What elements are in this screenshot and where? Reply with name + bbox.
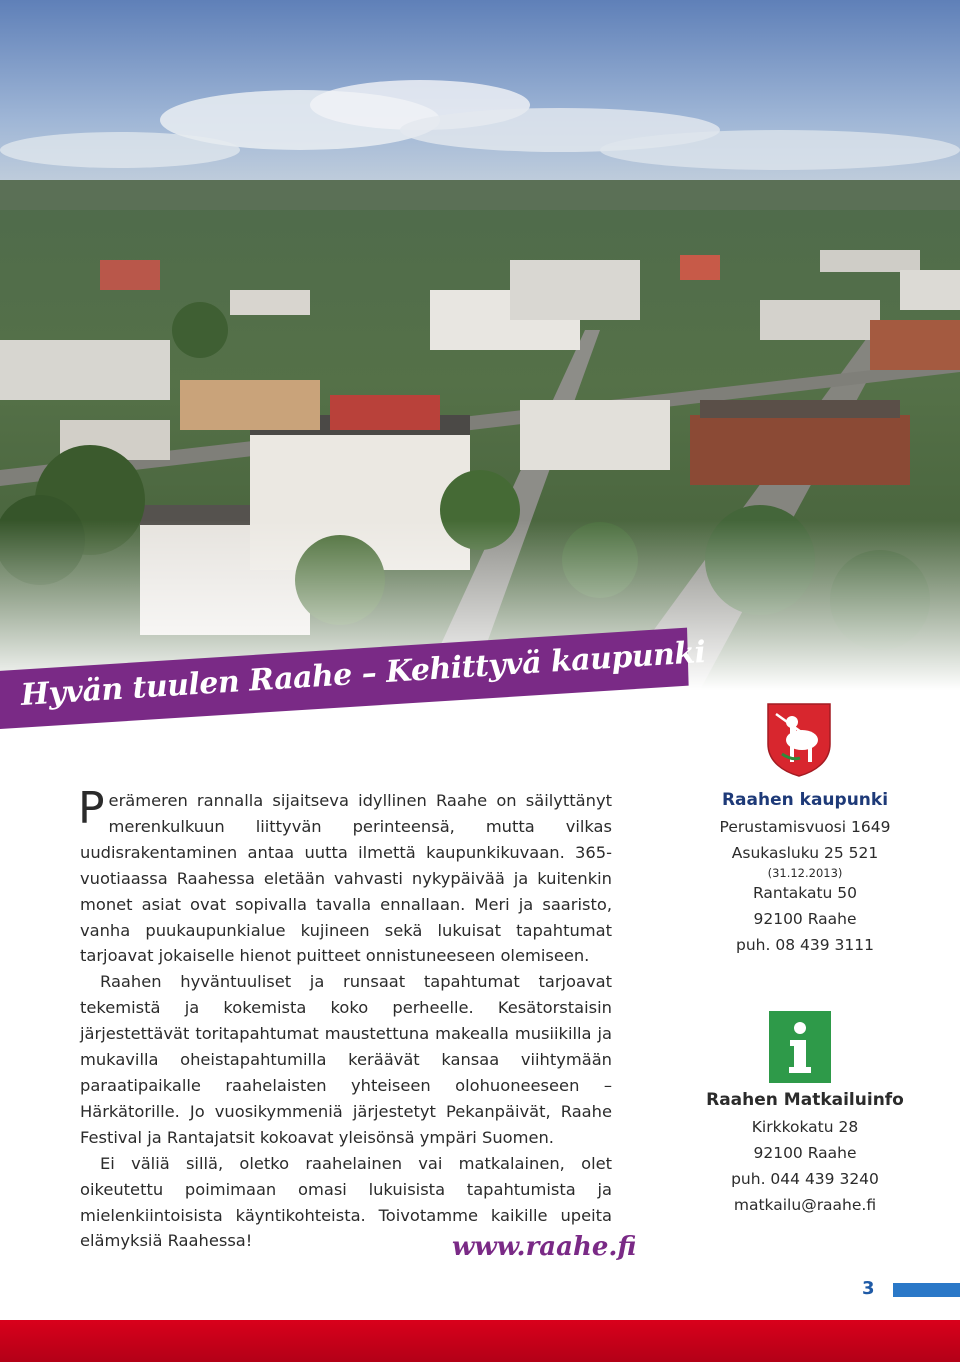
banner-title: Hyvän tuulen Raahe – Kehittyvä kaupunki [19, 635, 707, 713]
article-paragraph-3: Ei väliä sillä, oletko raahelainen vai matkalainen, olet oikeutettu poimimaan omasi lukuisista tapahtumista ja mielenkiintoisista käyntikohteista. Toivotamme kaikille upeita elämyksiä Raahessa! [80, 1153, 612, 1251]
city-contact-block [690, 790, 920, 958]
info-icon [769, 1011, 831, 1083]
city-title: Raahen kaupunki [721, 790, 889, 810]
city-phone: puh. 08 439 3111 [736, 936, 874, 954]
tourist-info-title: Raahen Matkailuinfo [706, 1090, 904, 1110]
website-link[interactable]: www.raahe.fi [452, 1232, 637, 1262]
page-number: 3 [862, 1278, 875, 1299]
dropcap: P [78, 783, 105, 834]
city-population: Asukasluku 25 521 [731, 844, 879, 862]
city-postal: 92100 Raahe [753, 910, 857, 928]
article-paragraph-2: Raahen hyväntuuliset ja runsaat tapahtumat tarjoavat tekemistä ja kokemista koko perheelle. Kesätorstaisin järjestettävät toritapahtumat maustettuna makealla musiikilla ja mukavilla oheistapahtumilla keräävät kansaa viihtymään paraatipaikalle raahelaisten yhteiseen olohuoneeseen – Härkätorille. Jo vuosikymmeniä järjestetyt Pekanpäivät, Raahe Festival ja Rantajatsit kokoavat yleisönsä ympäri Suomen. [80, 972, 612, 1147]
article-body [78, 783, 612, 1254]
footer-strip [0, 1320, 960, 1362]
page-number-tab [893, 1283, 960, 1297]
city-street: Rantakatu 50 [752, 884, 858, 902]
tourist-info-email[interactable]: matkailu@raahe.fi [733, 1196, 877, 1214]
tourist-info-postal: 92100 Raahe [753, 1144, 857, 1162]
tourist-info-block [690, 1090, 920, 1218]
city-population-date: (31.12.2013) [767, 866, 843, 880]
article-paragraph-1: Perämeren rannalla sijaitseva idyllinen Raahe on säilyttänyt merenkulkuun liittyvän perinteensä, mutta vilkas uudisrakentaminen antaa uutta ilmettä kaupunkikuvaan. 365-vuotiaassa Raahessa eletään vahvasti nykypäivää ja kuitenkin monet asiat ovat sopivalla tavalla ennallaan. Meri ja saaristo, vanha puukaupunkialue kujineen sekä lukuisat tapahtumat tarjoavat jokaiselle hienot puitteet onnistuneeseen olemiseen. [78, 783, 612, 966]
city-founded: Perustamisvuosi 1649 [719, 818, 891, 836]
tourist-info-street: Kirkkokatu 28 [751, 1118, 859, 1136]
tourist-info-phone: puh. 044 439 3240 [731, 1170, 879, 1188]
raahe-coat-of-arms-icon [764, 700, 834, 778]
